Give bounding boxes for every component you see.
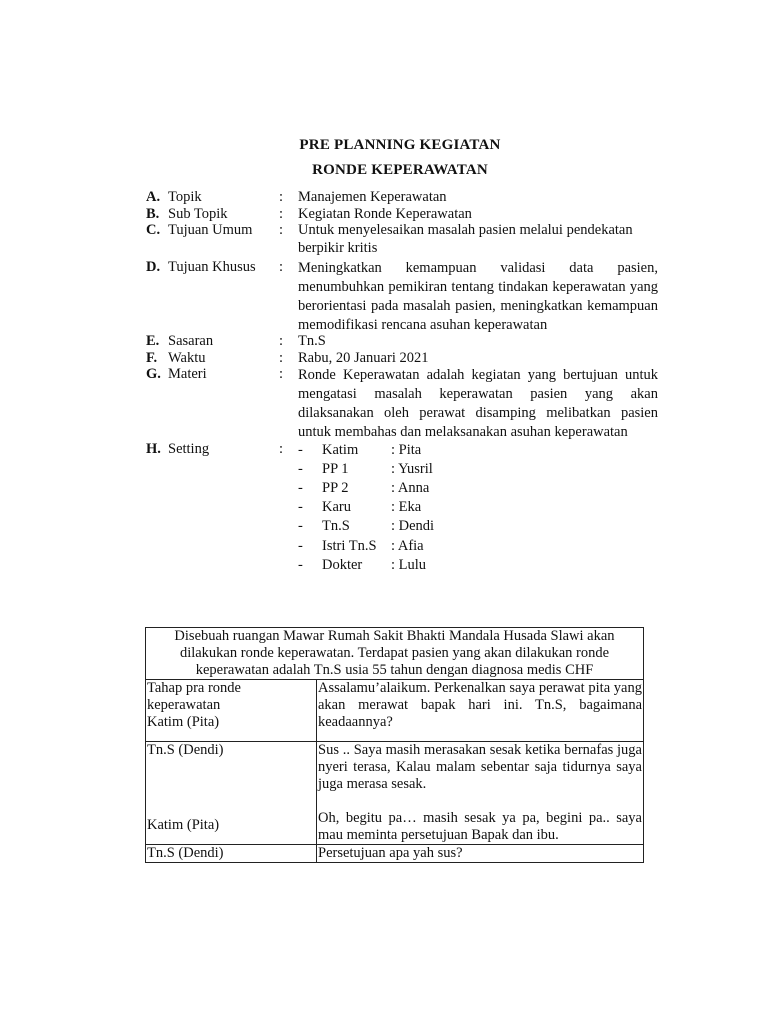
speaker-cell <box>146 845 317 863</box>
section-colon: : <box>279 189 284 205</box>
list-dash: - <box>298 538 303 554</box>
section-value: Ronde Keperawatan adalah kegiatan yang bertujuan untuk mengatasi masalah keperawatan pasien yang akan dilaksanakan oleh perawat disamping melibatkan pasien untuk membahas dan melaksanakan asuhan keperawatan <box>298 367 658 440</box>
list-dash: - <box>298 480 303 496</box>
section-colon: : <box>279 259 284 275</box>
setting-name: : Yusril <box>391 461 433 477</box>
dialog-table <box>145 627 644 863</box>
table-row <box>146 845 644 863</box>
speaker-label: Tahap pra ronde keperawatan <box>147 680 241 713</box>
section-label: Tujuan Umum <box>168 222 253 238</box>
speaker-name: Katim (Pita) <box>147 817 220 833</box>
setting-role: Dokter <box>322 557 363 573</box>
speaker-name: Tn.S (Dendi) <box>147 845 224 861</box>
table-row <box>146 628 644 680</box>
section-letter: A. <box>146 189 161 205</box>
speech-cell <box>317 680 644 742</box>
section-value: Kegiatan Ronde Keperawatan <box>298 206 472 222</box>
speech-text: Sus .. Saya masih merasakan sesak ketika bernafas juga nyeri terasa, Kalau malam sebentar saja tidurnya saya juga merasa sesak. <box>318 742 642 792</box>
section-letter: E. <box>146 333 160 349</box>
setting-name: : Lulu <box>391 557 427 573</box>
section-label: Sub Topik <box>168 206 228 222</box>
section-colon: : <box>279 333 284 349</box>
section-value: Untuk menyelesaikan masalah pasien melalui pendekatan berpikir kritis <box>298 222 633 256</box>
document-title: PRE PLANNING KEGIATAN <box>299 137 501 153</box>
speaker-name: Katim (Pita) <box>147 714 220 730</box>
setting-role: Karu <box>322 499 351 515</box>
speech-cell <box>317 742 644 845</box>
setting-role: Istri Tn.S <box>322 538 377 554</box>
section-letter: C. <box>146 222 161 238</box>
list-dash: - <box>298 518 303 534</box>
list-dash: - <box>298 442 303 458</box>
list-dash: - <box>298 499 303 515</box>
speech-text: Oh, begitu pa… masih sesak ya pa, begini pa.. saya mau meminta persetujuan Bapak dan ibu. <box>318 810 642 843</box>
section-value: Rabu, 20 Januari 2021 <box>298 350 429 366</box>
speech-text: Persetujuan apa yah sus? <box>318 845 463 861</box>
list-dash: - <box>298 461 303 477</box>
setting-role: Katim <box>322 442 359 458</box>
section-colon: : <box>279 350 284 366</box>
section-label: Materi <box>168 366 207 382</box>
section-letter: B. <box>146 206 160 222</box>
section-value: Meningkatkan kemampuan validasi data pasien, menumbuhkan pemikiran tentang tindakan keperawatan yang berorientasi pada masalah pasien, meningkatkan kemampuan memodifikasi rencana asuhan keperawatan <box>298 260 658 333</box>
section-colon: : <box>279 366 284 382</box>
speech-text: Assalamu’alaikum. Perkenalkan saya perawat pita yang akan merawat bapak hari ini. Tn.S, bagaimana keadaannya? <box>318 680 642 730</box>
speech-cell <box>317 845 644 863</box>
section-letter: D. <box>146 259 161 275</box>
section-colon: : <box>279 206 284 222</box>
setting-name: : Anna <box>391 480 430 496</box>
section-value: Tn.S <box>298 333 326 349</box>
setting-name: : Eka <box>391 499 422 515</box>
section-colon: : <box>279 441 284 457</box>
speaker-name: Tn.S (Dendi) <box>147 742 224 758</box>
document-subtitle: RONDE KEPERAWATAN <box>312 162 488 178</box>
setting-role: Tn.S <box>322 518 350 534</box>
section-label: Setting <box>168 441 210 457</box>
section-letter: F. <box>146 350 158 366</box>
section-label: Topik <box>168 189 202 205</box>
setting-role: PP 1 <box>322 461 349 477</box>
setting-name: : Afia <box>391 538 424 554</box>
setting-name: : Pita <box>391 442 422 458</box>
table-row <box>146 742 644 845</box>
scenario-cell: Disebuah ruangan Mawar Rumah Sakit Bhakti Mandala Husada Slawi akan dilakukan ronde keperawatan. Terdapat pasien yang akan dilakukan ronde keperawatan adalah Tn.S usia 55 tahun dengan diagnosa medis CHF <box>146 628 644 680</box>
section-letter: G. <box>146 366 161 382</box>
section-value: Manajemen Keperawatan <box>298 189 447 205</box>
table-row <box>146 680 644 742</box>
speaker-cell <box>146 742 317 845</box>
speaker-cell <box>146 680 317 742</box>
section-colon: : <box>279 222 284 238</box>
section-label: Tujuan Khusus <box>168 259 256 275</box>
section-label: Waktu <box>168 350 206 366</box>
setting-name: : Dendi <box>391 518 435 534</box>
setting-role: PP 2 <box>322 480 349 496</box>
section-label: Sasaran <box>168 333 214 349</box>
list-dash: - <box>298 557 303 573</box>
section-letter: H. <box>146 441 161 457</box>
